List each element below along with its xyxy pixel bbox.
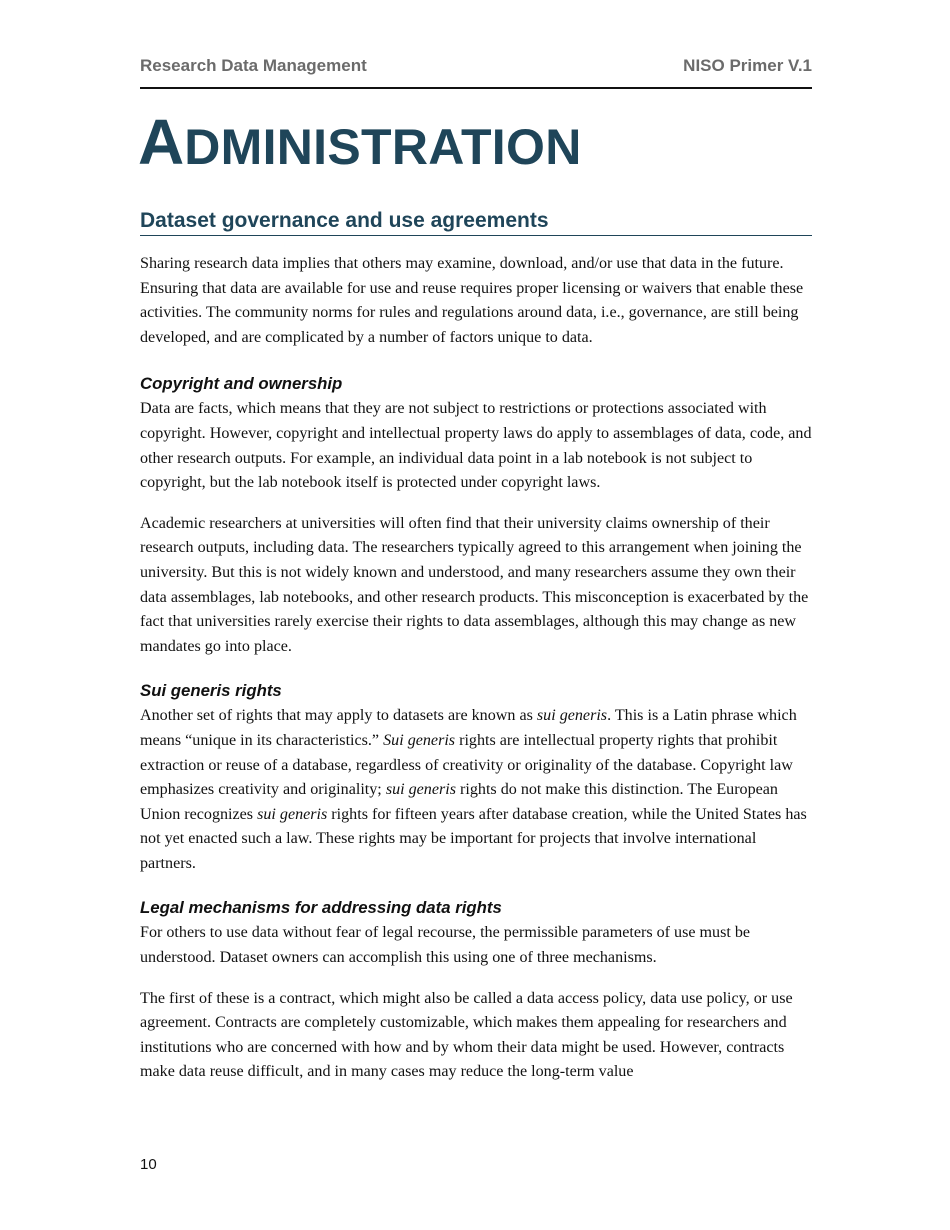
chapter-title-rest: DMINISTRATION bbox=[184, 119, 582, 175]
subheading-copyright: Copyright and ownership bbox=[140, 374, 343, 394]
sui-generis-term: sui generis bbox=[536, 707, 608, 725]
legal-paragraph-1: For others to use data without fear of legal recourse, the permissible parameters of use must be understood. Dataset owners can accomplish this using one of three mechanisms. bbox=[140, 924, 751, 967]
intro-paragraph: Sharing research data implies that others may examine, download, and/or use that data in the future. Ensuring that data are available for use and reuse requires proper licensing or waivers that enable these activities. The community norms for rules and regulations around data, i.e., governance, are still being developed, and are complicated by a number of factors unique to data. bbox=[140, 255, 804, 346]
sui-generis-term: sui generis bbox=[257, 805, 328, 823]
chapter-title-initial: A bbox=[138, 106, 185, 178]
body-text bbox=[140, 252, 812, 1101]
sui-generis-paragraph bbox=[140, 704, 812, 876]
sui-generis-term: Sui generis bbox=[383, 731, 456, 749]
sui-generis-text-4: rights do not make this distinction. The European Union recognizes bbox=[140, 781, 778, 823]
subheading-legal-mechanisms: Legal mechanisms for addressing data rights bbox=[140, 898, 502, 918]
legal-paragraph-2: The first of these is a contract, which might also be called a data access policy, data use policy, or use agreement. Contracts are completely customizable, which makes them appealing for researchers and institutions who are concerned with how and by whom their data might be used. However, contracts make data reuse difficult, and in many cases may reduce the long-term value bbox=[140, 989, 793, 1081]
chapter-title bbox=[138, 106, 582, 178]
page-number: 10 bbox=[140, 1156, 157, 1173]
sui-generis-text-1: Another set of rights that may apply to datasets are known as bbox=[140, 707, 537, 725]
subheading-sui-generis: Sui generis rights bbox=[140, 681, 282, 701]
copyright-paragraph-2: Academic researchers at universities will often find that their university claims ownership of their research outputs, including data. The researchers typically agreed to this arrangement when joining the university. But this is not widely known and understood, and many researchers assume they own their data assemblages, lab notebooks, and other research products. This misconception is exacerbated by the fact that universities rarely exercise their rights to data assemblages, although this may change as new mandates go into place. bbox=[140, 514, 809, 655]
sui-generis-term: sui generis bbox=[385, 781, 456, 799]
header-document-version: NISO Primer V.1 bbox=[683, 56, 812, 75]
copyright-paragraph-1: Data are facts, which means that they are not subject to restrictions or protections associated with copyright. However, copyright and intellectual property laws do apply to assemblages of data, code, and other research outputs. For example, an individual data point in a lab notebook is not subject to copyright, but the lab notebook itself is protected under copyright laws. bbox=[140, 400, 812, 492]
sui-generis-text-3: rights are intellectual property rights that prohibit extraction or reuse of a database, regardless of creativity or originality of the database. Copyright law emphasizes creativity and originality; bbox=[140, 731, 793, 799]
header-document-title: Research Data Management bbox=[140, 56, 367, 75]
section-title: Dataset governance and use agreements bbox=[140, 208, 812, 236]
sui-generis-text-2: . This is a Latin phrase which means “unique in its characteristics.” bbox=[140, 707, 797, 749]
running-header bbox=[140, 54, 812, 89]
sui-generis-text-5: rights for fifteen years after database creation, while the United States has not yet enacted such a law. These rights may be important for projects that involve international partners. bbox=[140, 805, 807, 872]
